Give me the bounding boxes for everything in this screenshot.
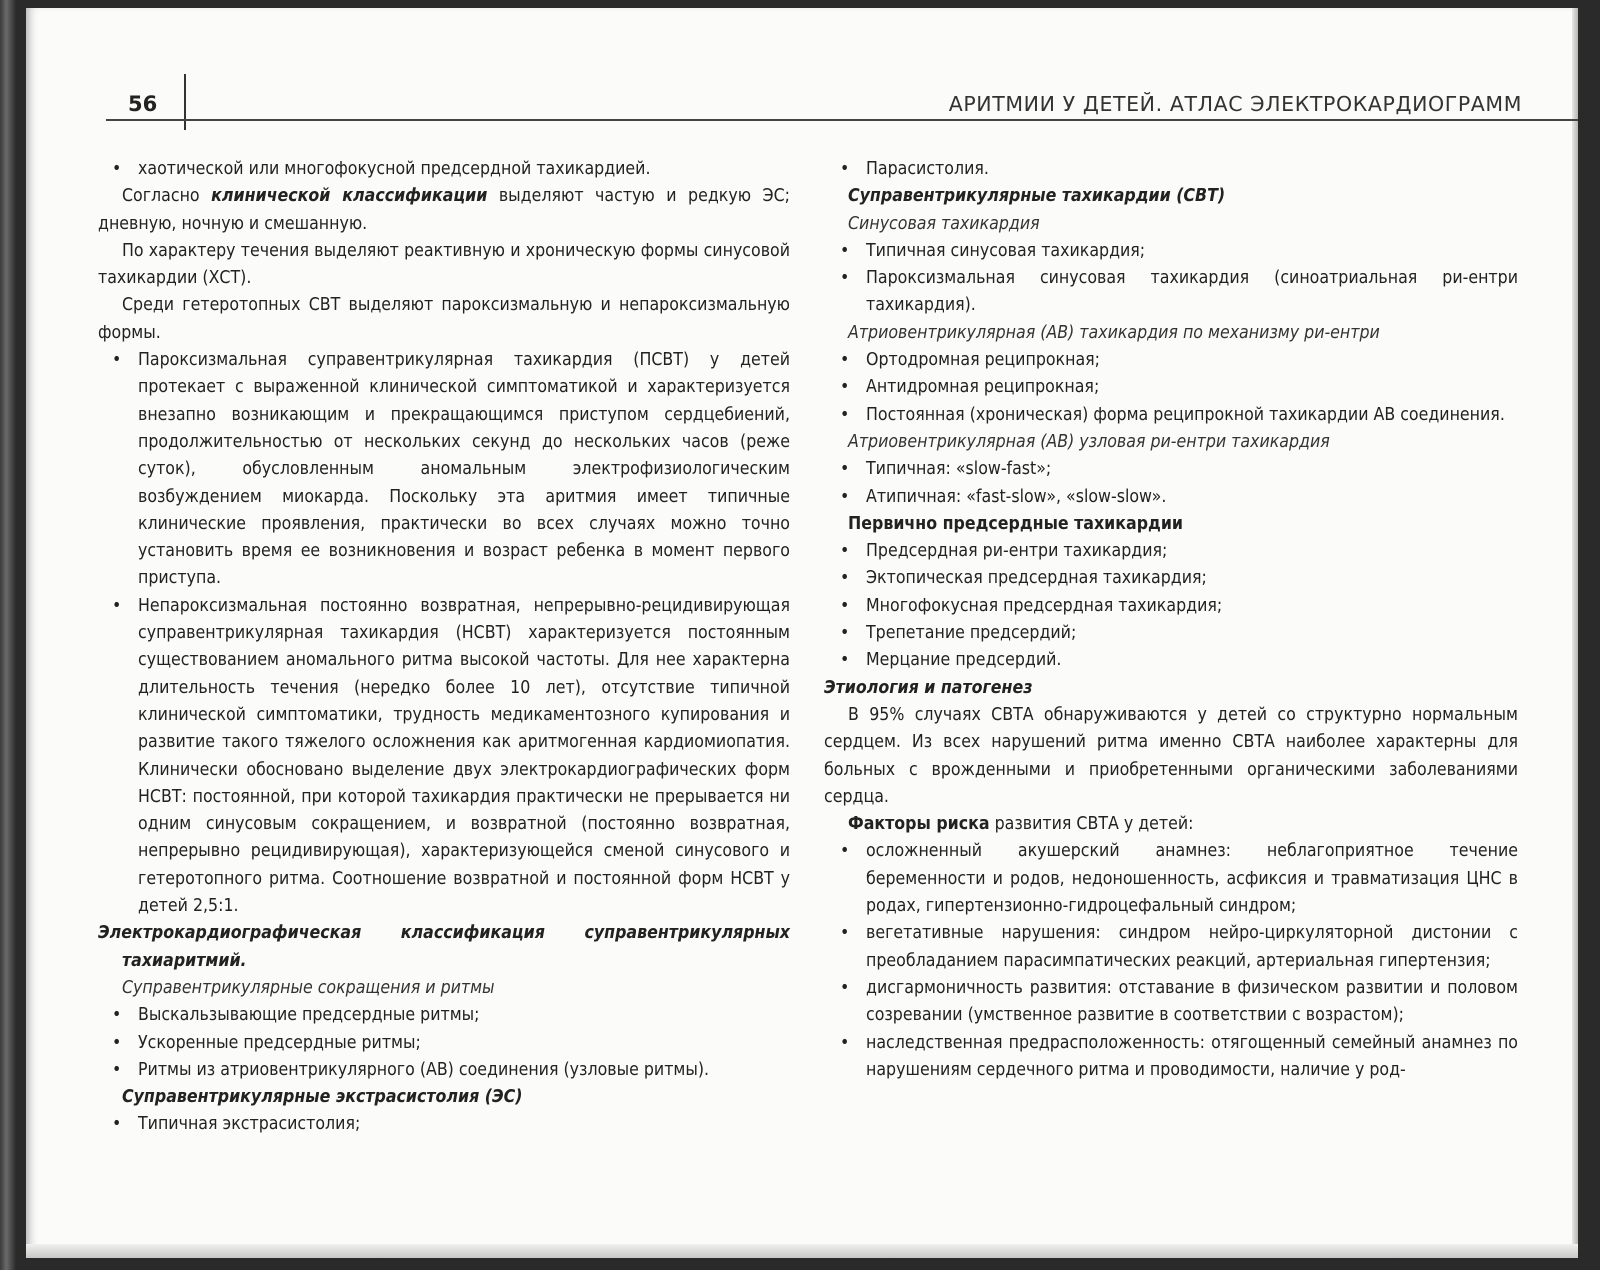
bullet-icon: • xyxy=(840,650,850,671)
bullet-icon: • xyxy=(840,923,850,944)
section-heading: Этиология и патогенез xyxy=(824,677,1033,698)
list-item: • Типичная: «slow-fast»; xyxy=(824,456,1518,483)
subsection-heading: Первично предсердные тахикардии xyxy=(848,513,1183,534)
bullet-icon: • xyxy=(840,623,850,644)
subsection-heading: Синусовая тахикардия xyxy=(848,213,1040,234)
page-number: 56 xyxy=(128,92,158,116)
list-item: • дисгармоничность развития: отставание в физическом развитии и половом созревании (умственное развитие в соответствии с возрастом); xyxy=(824,975,1518,1030)
subsection-heading: Суправентрикулярные сокращения и ритмы xyxy=(122,977,495,998)
paragraph: В 95% случаях СВТА обнаруживаются у детей со структурно нормальным сердцем. Из всех нарушений ритма именно СВТА наиболее характерны для больных с врожденными и приобретенными органическими заболеваниями сердца. xyxy=(824,704,1518,807)
list-item: • Антидромная реципрокная; xyxy=(824,374,1518,401)
book-binding xyxy=(0,0,16,1270)
paragraph: Среди гетеротопных СВТ выделяют пароксизмальную и непароксизмальную формы. xyxy=(98,295,790,343)
bullet-icon: • xyxy=(112,1032,122,1053)
left-column xyxy=(98,156,790,1139)
bullet-icon: • xyxy=(840,350,850,371)
subsection-heading: Атриовентрикулярная (АВ) тахикардия по механизму ри-ентри xyxy=(848,322,1380,343)
bullet-icon: • xyxy=(840,595,850,616)
list-item: • Типичная экстрасистолия; xyxy=(98,1111,790,1138)
bullet-icon: • xyxy=(840,404,850,425)
running-title: АРИТМИИ У ДЕТЕЙ. АТЛАС ЭЛЕКТРОКАРДИОГРАММ xyxy=(948,92,1522,116)
bullet-icon: • xyxy=(840,377,850,398)
bullet-icon: • xyxy=(840,841,850,862)
list-item: • Ускоренные предсердные ритмы; xyxy=(98,1030,790,1057)
bullet-icon: • xyxy=(840,977,850,998)
bullet-icon: • xyxy=(112,159,122,179)
list-item: • наследственная предрасположенность: отягощенный семейный анамнез по нарушениям сердечного ритма и проводимости, наличие у род- xyxy=(824,1030,1518,1085)
list-item: • Трепетание предсердий; xyxy=(824,620,1518,647)
bullet-icon: • xyxy=(112,1059,122,1080)
bullet-icon: • xyxy=(840,541,850,562)
list-item: • Ритмы из атриовентрикулярного (АВ) соединения (узловые ритмы). xyxy=(98,1057,790,1084)
list-item: • Непароксизмальная постоянно возвратная, непрерывно-рецидивирующая суправентрикулярная тахикардия (НСВТ) характеризуется постоянным существованием аномального ритма высокой частоты. Для нее характерна длительность течения (нередко более 10 лет), отсутствие типичной клинической симптоматики, трудность медикаментозного купирования и развитие такого тяжелого осложнения как аритмогенная кардиомиопатия. Клинически обосновано выделение двух электрокардиографических форм НСВТ: постоянной, при которой тахикардия практически не прерывается ни одним синусовым сокращением, и возвратной (постоянно возвратная, непрерывно рецидивирующая), характеризующейся сменой синусового и гетеротопного ритма. Соотношение возвратной и постоянной форм НСВТ у детей 2,5:1. xyxy=(98,593,790,921)
list-item: • Многофокусная предсердная тахикардия; xyxy=(824,593,1518,620)
bullet-icon: • xyxy=(840,1032,850,1053)
bullet-icon: • xyxy=(840,240,850,261)
subsection-heading: Суправентрикулярные экстрасистолия (ЭС) xyxy=(122,1087,523,1108)
bullet-icon: • xyxy=(840,459,850,480)
list-item: • вегетативные нарушения: синдром нейро-циркуляторной дистонии с преобладанием парасимпатических реакций, артериальная гипертензия; xyxy=(824,920,1518,975)
subsection-heading: Суправентрикулярные тахикардии (СВТ) xyxy=(848,186,1226,207)
list-item: • Атипичная: «fast-slow», «slow-slow». xyxy=(824,484,1518,511)
page-edge-right xyxy=(1572,8,1578,1258)
section-heading: Электрокардиографическая классификация суправентрикулярных тахиаритмий. xyxy=(98,923,790,971)
page-header xyxy=(26,8,1578,138)
bullet-icon: • xyxy=(112,350,122,371)
list-item: • Пароксизмальная синусовая тахикардия (синоатриальная ри-ентри тахикардия). xyxy=(824,265,1518,320)
paragraph: Согласно клинической классификации выделяют частую и редкую ЭС; дневную, ночную и смешанную. xyxy=(98,186,790,234)
paragraph: Факторы риска развития СВТА у детей: xyxy=(848,814,1194,835)
bullet-icon: • xyxy=(840,486,850,507)
header-divider-vertical xyxy=(184,74,186,130)
bullet-icon: • xyxy=(112,1114,122,1135)
bullet-icon: • xyxy=(840,268,850,289)
list-item: • Предсердная ри-ентри тахикардия; xyxy=(824,538,1518,565)
list-item: • Эктопическая предсердная тахикардия; xyxy=(824,565,1518,592)
list-item: • Мерцание предсердий. xyxy=(824,647,1518,674)
header-rule xyxy=(106,119,1578,121)
page-edge-bottom xyxy=(26,1244,1578,1258)
bullet-icon: • xyxy=(840,568,850,589)
subsection-heading: Атриовентрикулярная (АВ) узловая ри-ентри тахикардия xyxy=(848,431,1330,452)
list-item: • Пароксизмальная суправентрикулярная тахикардия (ПСВТ) у детей протекает с выраженной клинической симптоматикой и характеризуется внезапно возникающим и прекращающимся приступом сердцебиений, продолжительностью от нескольких секунд до нескольких часов (реже суток), обусловленным аномальным электрофизиологическим возбуждением миокарда. Поскольку эта аритмия имеет типичные клинические проявления, практически во всех случаях можно точно установить время ее возникновения и возраст ребенка в момент первого приступа. xyxy=(98,347,790,593)
list-item: • осложненный акушерский анамнез: неблагоприятное течение беременности и родов, недоношенность, асфиксия и травматизация ЦНС в родах, гипертензионно-гидроцефальный синдром; xyxy=(824,838,1518,920)
book-page xyxy=(26,8,1578,1258)
list-item: • Типичная синусовая тахикардия; xyxy=(824,238,1518,265)
bullet-icon: • xyxy=(840,159,850,179)
bullet-icon: • xyxy=(112,595,122,616)
list-item: • хаотической или многофокусной предсердной тахикардией. xyxy=(98,156,790,183)
list-item: • Ортодромная реципрокная; xyxy=(824,347,1518,374)
list-item: • Выскальзывающие предсердные ритмы; xyxy=(98,1002,790,1029)
list-item: • Постоянная (хроническая) форма реципрокной тахикардии АВ соединения. xyxy=(824,402,1518,429)
list-item: • Парасистолия. xyxy=(824,156,1518,183)
right-column xyxy=(824,156,1518,1084)
paragraph: По характеру течения выделяют реактивную и хроническую формы синусовой тахикардии (ХСТ). xyxy=(98,240,790,289)
bullet-icon: • xyxy=(112,1005,122,1026)
